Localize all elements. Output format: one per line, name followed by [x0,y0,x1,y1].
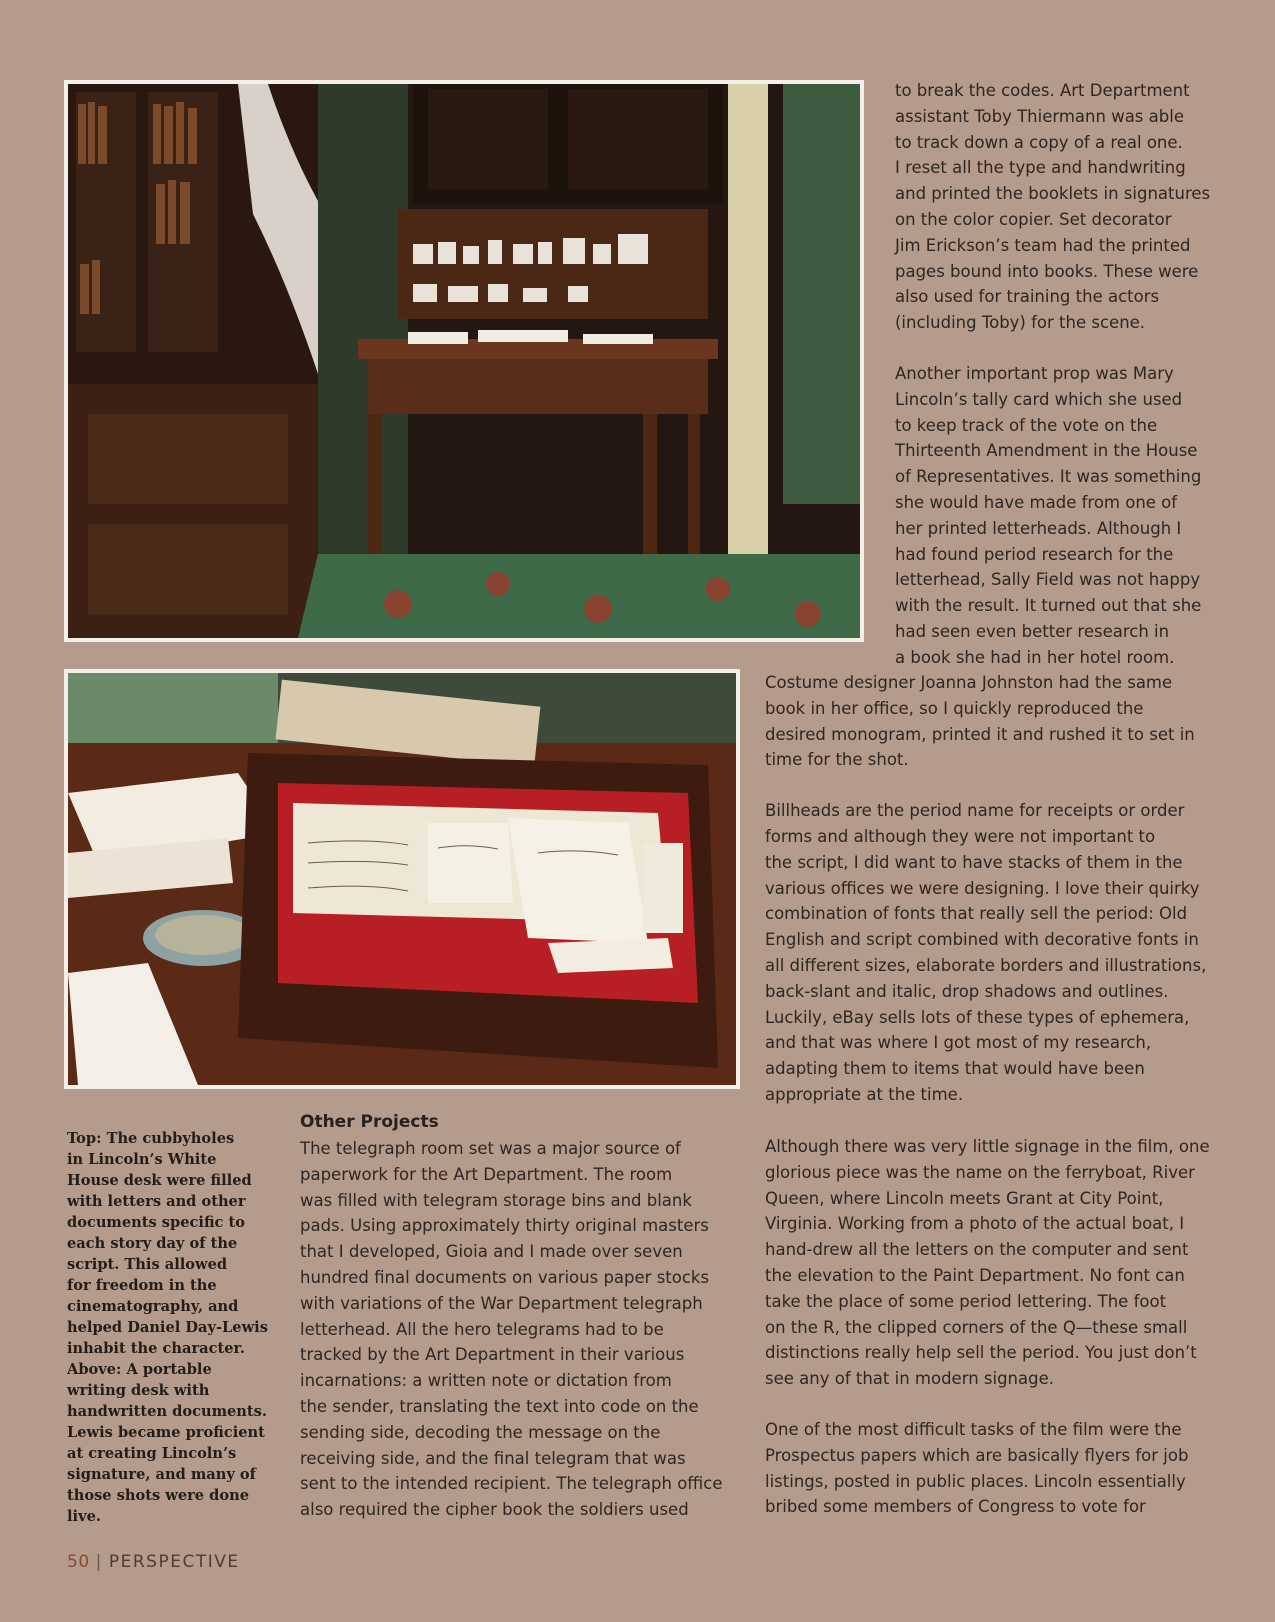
page-number: 50 [67,1552,90,1572]
paragraph: Billheads are the period name for receipts or order forms and although they were not important to the script, I did want to have stacks of them in the various offices we were designing. I love their quirky combination of fonts that really sell the period: Old English and script combined with decorative fonts in all different sizes, elaborate borders and illustrations, back-slant and italic, drop shadows and outlines. Luckily, eBay sells lots of these types of ephemera, and that was where I got most of my research, adapting them to items that would have been appropriate at the time. [765,801,1207,1104]
paragraph: Another important prop was Mary Lincoln’s tally card which she used to keep track of the vote on the Thirteenth Amendment in the House of Representatives. It was something she would have made from one of her printed letterheads. Although I had found period research for the letterhead, Sally Field was not happy with the result. It turned out that she had seen even better research in a book she had in her hotel room. [895,363,1202,667]
page-footer [67,1552,240,1572]
publication-name: PERSPECTIVE [108,1552,240,1572]
paragraph: The telegraph room set was a major source of paperwork for the Art Department. The room was filled with telegram storage bins and blank pads. Using approximately thirty original masters that I developed, Gioia and I made over seven hundred final documents on various paper stocks with variations of the War Department telegraph letterhead. All the hero telegrams had to be tracked by the Art Department in their various incarnations: a written note or dictation from the sender, translating the text into code on the sending side, decoding the message on the receiving side, and the final telegram that was sent to the intended recipient. The telegraph office also required the cipher book the soldiers used [300,1139,723,1520]
footer-separator: | [95,1552,103,1572]
photo-lincoln-desk [64,80,864,642]
paragraph: Costume designer Joanna Johnston had the same book in her office, so I quickly reproduced the desired monogram, printed it and rushed it to set in time for the shot. [765,673,1195,770]
photo-caption: Top: The cubbyholes in Lincoln’s White House desk were filled with letters and other documents specific to each story day of the script. This allowed for freedom in the cinematography, and helped Daniel Day-Lewis inhabit the character. Above: A portable writing desk with handwritten documents. Lewis became proficient at creating Lincoln’s signature, and many of those shots were done live. [67,1130,268,1525]
paragraph: Although there was very little signage in the film, one glorious piece was the name on the ferryboat, River Queen, where Lincoln meets Grant at City Point, Virginia. Working from a photo of the actual boat, I hand-drew all the letters on the computer and sent the elevation to the Paint Department. No font can take the place of some period lettering. The foot on the R, the clipped corners of the Q—these small distinctions really help sell the period. You just don’t see any of that in modern signage. [765,1137,1210,1389]
photo-writing-desk [64,669,740,1089]
writing-desk-illustration [68,673,736,1085]
article-column-right-middle [765,670,1235,1108]
article-column-middle [300,1136,740,1523]
desk-illustration [68,84,860,638]
paragraph: to break the codes. Art Department assistant Toby Thiermann was able to track down a copy of a real one. I reset all the type and handwriting and printed the booklets in signatures on the color copier. Set decorator Jim Erickson’s team had the printed pages bound into books. These were also used for training the actors (including Toby) for the scene. [895,81,1211,333]
article-column-right-bottom [765,1134,1235,1520]
section-heading: Other Projects [300,1112,439,1132]
article-column-right-top [895,78,1225,671]
paragraph: One of the most difficult tasks of the film were the Prospectus papers which are basically flyers for job listings, posted in public places. Lincoln essentially bribed some members of Congress to vote for [765,1419,1189,1517]
